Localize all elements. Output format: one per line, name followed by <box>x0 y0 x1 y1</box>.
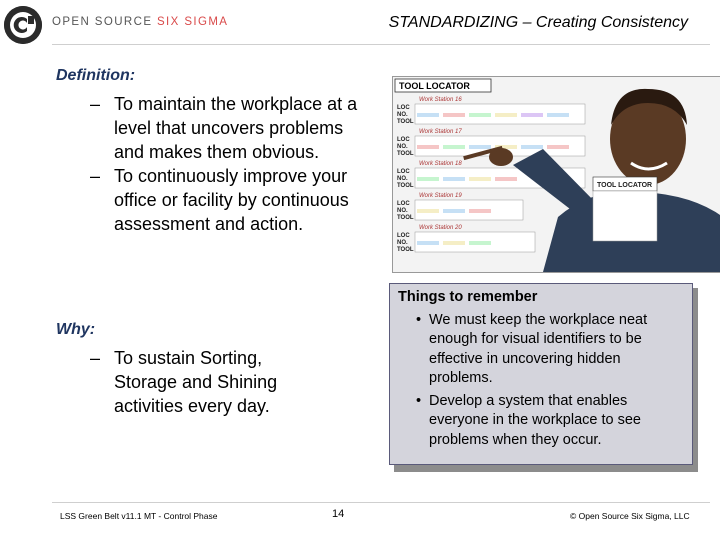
definition-item-text: To maintain the workplace at a level that uncovers problems and makes them obvious. <box>114 94 358 162</box>
why-item-text: To sustain Sorting, Storage and Shining activities every day. <box>114 348 278 416</box>
footer-copyright: © Open Source Six Sigma, LLC <box>570 511 690 521</box>
page-number: 14 <box>332 508 345 520</box>
station-title: Work Station 16 <box>419 97 462 103</box>
row-label: NO. <box>397 176 408 182</box>
definition-label: Definition: <box>56 67 136 84</box>
things-to-remember-box <box>389 283 693 465</box>
definition-item-text: To continuously improve your office or facility by continuous assessment and action. <box>114 166 349 234</box>
callout-item-text: We must keep the workplace neat enough for visual identifiers to be effective in uncovering hidden problems. <box>429 311 648 386</box>
tool-locator-photo <box>392 76 720 273</box>
station-title: Work Station 20 <box>419 225 462 231</box>
row-label: NO. <box>397 240 408 246</box>
definition-item: – To maintain the workplace at a level that uncovers problems and makes them obvious. <box>90 94 358 162</box>
row-label: TOOL <box>397 151 414 157</box>
row-label: TOOL <box>397 247 414 253</box>
row-label: NO. <box>397 208 408 214</box>
callout-title: Things to remember <box>398 289 538 305</box>
brand-name-main: OPEN SOURCE <box>52 16 157 28</box>
brand-name <box>52 16 228 28</box>
row-label: LOC <box>397 233 410 239</box>
why-list <box>90 346 320 418</box>
slide-title: STANDARDIZING – Creating Consistency <box>388 14 688 31</box>
footer-divider <box>52 502 710 503</box>
row-label: NO. <box>397 112 408 118</box>
company-logo <box>4 6 42 44</box>
board-title: TOOL LOCATOR <box>399 81 470 91</box>
footer-course-label: LSS Green Belt v11.1 MT - Control Phase <box>60 511 218 521</box>
definition-item: – To continuously improve your office or facility by continuous assessment and action. <box>90 166 349 234</box>
row-label: LOC <box>397 169 410 175</box>
row-label: TOOL <box>397 183 414 189</box>
callout-item-text: Develop a system that enables everyone in the workplace to see problems when they occur. <box>429 392 641 448</box>
brand-name-accent: SIX SIGMA <box>156 16 229 28</box>
row-label: LOC <box>397 201 410 207</box>
header-divider <box>52 44 710 45</box>
row-label: NO. <box>397 144 408 150</box>
row-label: LOC <box>397 137 410 143</box>
row-label: LOC <box>397 105 410 111</box>
callout-list <box>398 311 684 451</box>
callout-item: • Develop a system that enables everyone in the workplace to see problems when they occur. <box>416 392 641 448</box>
why-item: – To sustain Sorting, Storage and Shining activities every day. <box>90 348 278 416</box>
row-label: TOOL <box>397 119 414 125</box>
why-label: Why: <box>56 321 96 338</box>
callout-item: • We must keep the workplace neat enough for visual identifiers to be effective in uncovering hidden problems. <box>416 311 648 386</box>
row-label: TOOL <box>397 215 414 221</box>
station-title: Work Station 19 <box>419 193 462 199</box>
station-title: Work Station 18 <box>419 161 462 167</box>
definition-list <box>90 92 358 236</box>
station-title: Work Station 17 <box>419 129 462 135</box>
person-sign-label: TOOL LOCATOR <box>597 182 653 189</box>
